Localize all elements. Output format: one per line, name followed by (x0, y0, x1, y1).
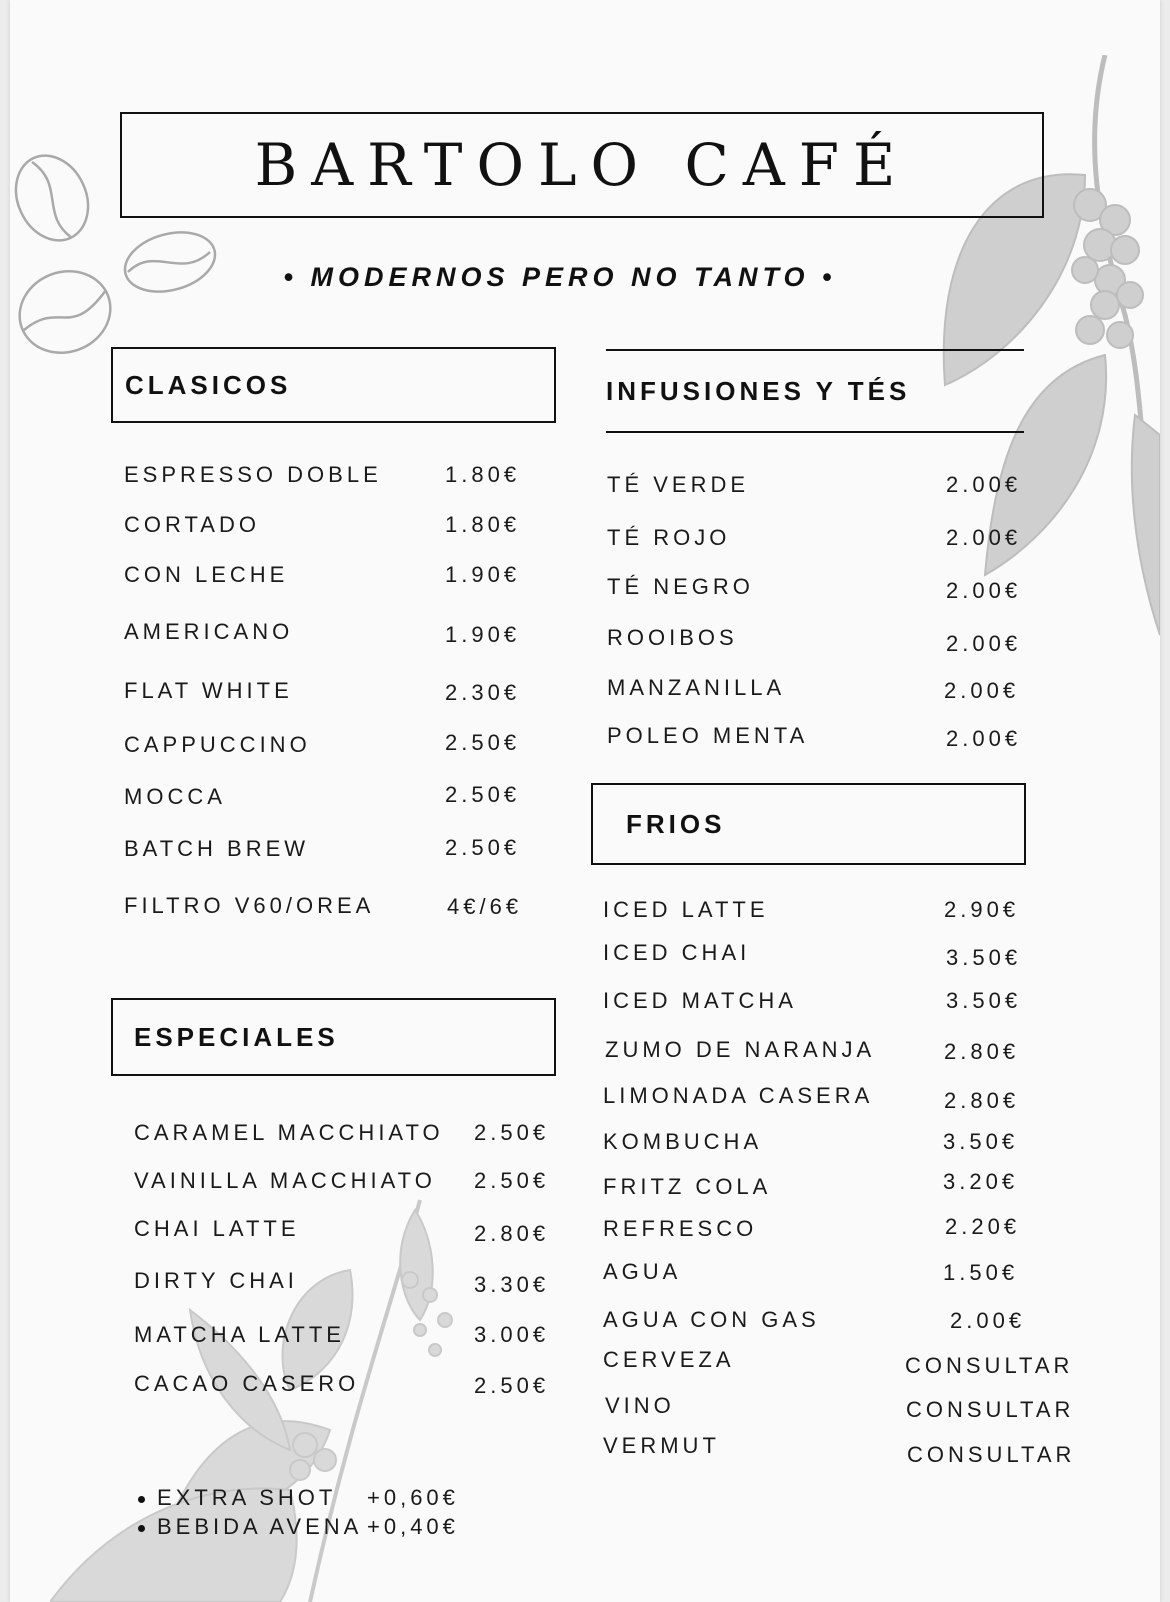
menu-item: MANZANILLA (607, 675, 786, 700)
section-heading-infusiones (606, 349, 1024, 433)
section-heading-frios (591, 783, 1026, 865)
menu-item: CAPPUCCINO (124, 732, 311, 757)
menu-price: CONSULTAR (906, 1397, 1075, 1422)
menu-item: REFRESCO (603, 1216, 758, 1241)
frios-heading-label: FRIOS (626, 808, 726, 839)
extra-name: BEBIDA AVENA (157, 1514, 363, 1539)
menu-price: 2.50€ (445, 835, 521, 860)
menu-price: 2.80€ (474, 1221, 550, 1246)
menu-price: 3.20€ (943, 1169, 1019, 1194)
menu-item: TÉ ROJO (607, 525, 731, 550)
menu-item: MOCCA (124, 784, 226, 809)
menu-price: 2.00€ (944, 678, 1020, 703)
menu-item: TÉ NEGRO (607, 574, 754, 599)
bullet-icon (138, 1525, 145, 1532)
menu-item: TÉ VERDE (607, 472, 750, 497)
menu-item: CORTADO (124, 512, 260, 537)
menu-price: 2.00€ (946, 631, 1022, 656)
extra-price: +0,60€ (367, 1485, 459, 1510)
extra-name: EXTRA SHOT (157, 1485, 337, 1510)
clasicos-heading-label: CLASICOS (125, 369, 292, 400)
extra-item (138, 1514, 362, 1540)
menu-price: 2.00€ (946, 525, 1022, 550)
menu-page (10, 0, 1160, 1602)
menu-price: 2.00€ (946, 726, 1022, 751)
menu-price: 2.30€ (445, 680, 521, 705)
menu-item: ROOIBOS (607, 625, 738, 650)
menu-item: FRITZ COLA (603, 1174, 772, 1199)
menu-item: VERMUT (603, 1433, 720, 1458)
menu-item: VINO (605, 1393, 675, 1418)
menu-price: CONSULTAR (905, 1353, 1074, 1378)
menu-item: KOMBUCHA (603, 1129, 763, 1154)
extra-item (138, 1485, 336, 1511)
menu-price: 1.90€ (445, 562, 521, 587)
menu-price: 2.50€ (474, 1168, 550, 1193)
menu-item: ESPRESSO DOBLE (124, 462, 382, 487)
extra-price: +0,40€ (367, 1514, 459, 1539)
menu-price: 3.50€ (943, 1129, 1019, 1154)
menu-item: ICED MATCHA (603, 988, 797, 1013)
menu-item: AGUA (603, 1259, 682, 1284)
menu-price: 2.50€ (474, 1373, 550, 1398)
cafe-title: BARTOLO CAFÉ (254, 131, 910, 199)
menu-price: 2.00€ (946, 472, 1022, 497)
menu-item: AGUA CON GAS (603, 1307, 820, 1332)
menu-item: CHAI LATTE (134, 1216, 300, 1241)
menu-price: CONSULTAR (907, 1442, 1076, 1467)
tagline: • MODERNOS PERO NO TANTO • (283, 262, 837, 292)
infusiones-heading-label: INFUSIONES Y TÉS (606, 375, 911, 406)
menu-price: 2.80€ (944, 1039, 1020, 1064)
menu-item: POLEO MENTA (607, 723, 809, 748)
section-heading-clasicos (111, 347, 556, 423)
menu-item: FLAT WHITE (124, 678, 293, 703)
menu-price: 2.50€ (445, 730, 521, 755)
menu-item: VAINILLA MACCHIATO (134, 1168, 436, 1193)
menu-item: ICED CHAI (603, 940, 751, 965)
menu-price: 2.50€ (445, 782, 521, 807)
menu-price: 2.90€ (944, 897, 1020, 922)
menu-price: 3.30€ (474, 1272, 550, 1297)
menu-item: DIRTY CHAI (134, 1268, 298, 1293)
menu-price: 1.50€ (943, 1260, 1019, 1285)
menu-item: BATCH BREW (124, 836, 310, 861)
menu-price: 2.20€ (945, 1214, 1021, 1239)
menu-item: LIMONADA CASERA (603, 1083, 874, 1108)
section-heading-especiales (111, 998, 556, 1076)
menu-item: MATCHA LATTE (134, 1322, 345, 1347)
menu-price: 3.00€ (474, 1322, 550, 1347)
menu-price: 3.50€ (946, 988, 1022, 1013)
menu-price: 2.00€ (950, 1308, 1026, 1333)
menu-price: 1.80€ (445, 462, 521, 487)
menu-item: CARAMEL MACCHIATO (134, 1120, 444, 1145)
menu-item: FILTRO V60/OREA (124, 893, 375, 918)
bullet-icon (138, 1496, 145, 1503)
menu-price: 1.80€ (445, 512, 521, 537)
menu-item: CERVEZA (603, 1347, 735, 1372)
menu-item: ZUMO DE NARANJA (605, 1037, 876, 1062)
title-box (120, 112, 1044, 218)
menu-price: 4€/6€ (447, 894, 523, 919)
menu-item: ICED LATTE (603, 897, 769, 922)
menu-item: AMERICANO (124, 619, 294, 644)
especiales-heading-label: ESPECIALES (134, 1021, 339, 1052)
menu-item: CON LECHE (124, 562, 289, 587)
menu-price: 3.50€ (946, 945, 1022, 970)
menu-item: CACAO CASERO (134, 1371, 360, 1396)
menu-price: 1.90€ (445, 622, 521, 647)
menu-price: 2.80€ (944, 1088, 1020, 1113)
menu-price: 2.00€ (946, 578, 1022, 603)
menu-price: 2.50€ (474, 1120, 550, 1145)
